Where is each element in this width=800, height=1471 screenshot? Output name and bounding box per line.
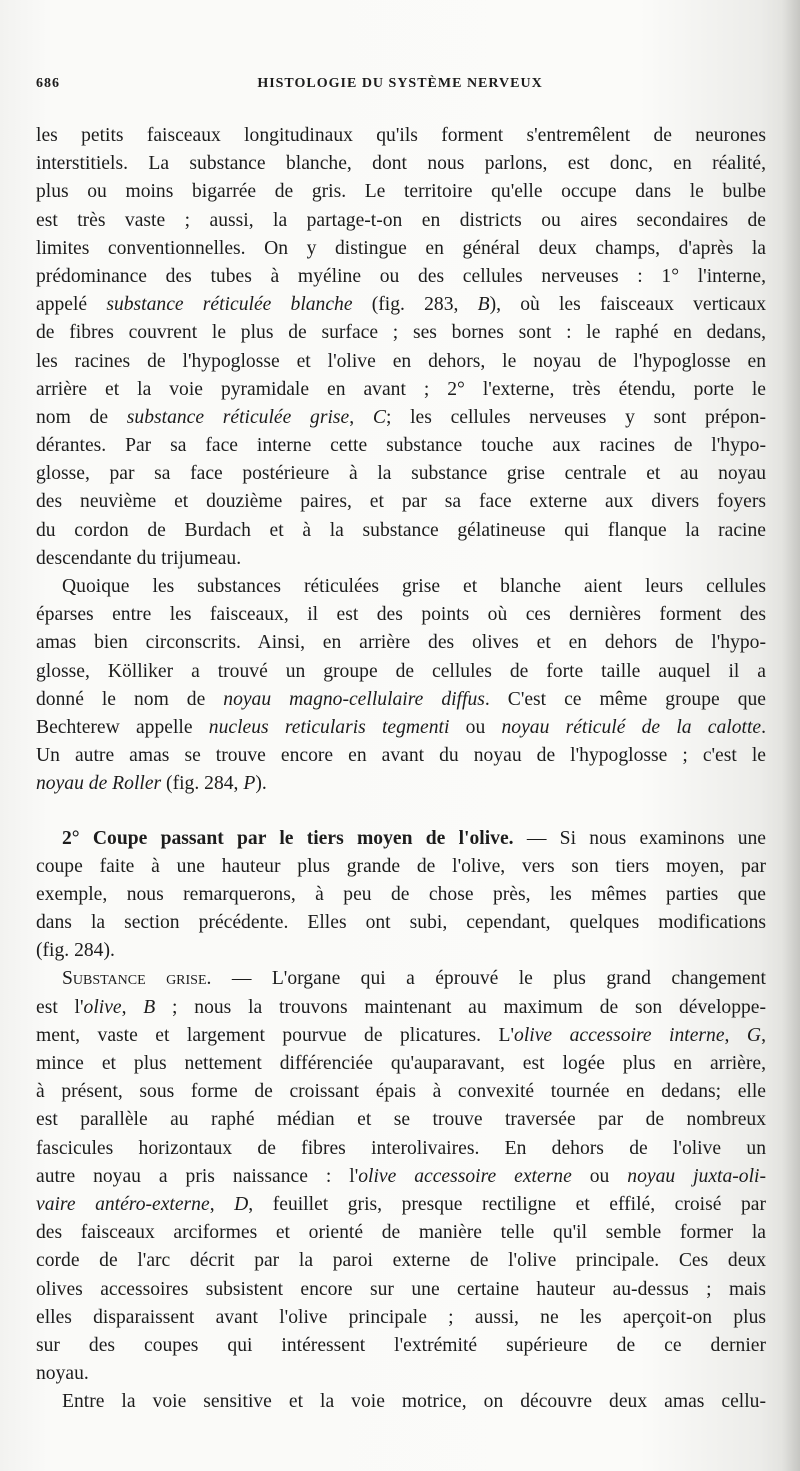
text-line: corde de l'arc décrit par la paroi externe de l'olive principale. Ces deux <box>36 1250 766 1272</box>
text-line: du cordon de Burdach et à la substance gélatineuse qui flanque la racine <box>36 519 766 541</box>
text-line: à présent, sous forme de croissant épais à convexité tournée en dedans; elle <box>36 1081 766 1103</box>
text-line: mince et plus nettement différenciée qu'auparavant, est logée plus en arrière, <box>36 1053 766 1074</box>
text-line: (fig. 284). <box>36 940 115 962</box>
running-title: HISTOLOGIE DU SYSTÈME NERVEUX <box>257 76 543 91</box>
text-line: les racines de l'hypoglosse et l'olive en dehors, le noyau de l'hypoglosse en <box>36 350 766 372</box>
text-line: Un autre amas se trouve encore en avant du noyau de l'hypoglosse ; c'est le <box>36 745 766 767</box>
subsection-heading-line: Substance grise. — L'organe qui a éprouvé le plus grand changement <box>62 968 766 990</box>
text-line: sur des coupes qui intéressent l'extrémité supérieure de ce dernier <box>36 1334 766 1356</box>
text-line: vaire antéro-externe, D, feuillet gris, presque rectiligne et effilé, croisé par <box>36 1193 766 1215</box>
text-line: coupe faite à une hauteur plus grande de l'olive, vers son tiers moyen, par <box>36 855 766 877</box>
text-line: interstitiels. La substance blanche, dont nous parlons, est donc, en réalité, <box>36 153 766 175</box>
text-line: fascicules horizontaux de fibres interolivaires. En dehors de l'olive un <box>36 1137 766 1159</box>
text-line: est l'olive, B ; nous la trouvons maintenant au maximum de son développe- <box>36 996 767 1018</box>
running-head <box>36 76 764 98</box>
text-line: noyau. <box>36 1363 89 1385</box>
text-line: arrière et la voie pyramidale en avant ; 2° l'externe, très étendu, porte le <box>36 378 766 400</box>
text-line: des faisceaux arciformes et orienté de manière telle qu'il semble former la <box>36 1222 766 1244</box>
text-line: donné le nom de noyau magno-cellulaire diffus. C'est ce même groupe que <box>36 688 766 710</box>
text-line: éparses entre les faisceaux, il est des points où ces dernières forment des <box>36 604 766 626</box>
text-line: olives accessoires subsistent encore sur une certaine hauteur au-dessus ; mais <box>36 1278 766 1300</box>
section-gap <box>36 799 766 825</box>
text-line: de fibres couvrent le plus de surface ; ses bornes sont : le raphé en dedans, <box>36 322 766 344</box>
text-line: dans la section précédente. Elles ont subi, cependant, quelques modifications <box>36 912 766 934</box>
text-line: glosse, par sa face postérieure à la substance grise centrale et au noyau <box>36 463 766 485</box>
text-line: ment, vaste et largement pourvue de plicatures. L'olive accessoire interne, G, <box>36 1024 766 1046</box>
text-line: est très vaste ; aussi, la partage-t-on en districts ou aires secondaires de <box>36 209 766 231</box>
section-heading-line: 2° Coupe passant par le tiers moyen de l'olive. — Si nous examinons une <box>62 827 767 849</box>
text-line: amas bien circonscrits. Ainsi, en arrière des olives et en dehors de l'hypo- <box>36 632 766 654</box>
text-line: est parallèle au raphé médian et se trouve traversée par de nombreux <box>36 1109 766 1131</box>
text-line: elles disparaissent avant l'olive principale ; aussi, ne les aperçoit-on plus <box>36 1306 766 1328</box>
page-number: 686 <box>36 76 60 91</box>
text-line: plus ou moins bigarrée de gris. Le territoire qu'elle occupe dans le bulbe <box>36 181 766 203</box>
body-text <box>36 122 766 1416</box>
text-line: Entre la voie sensitive et la voie motrice, on découvre deux amas cellu- <box>62 1391 766 1413</box>
page-edge-shadow <box>782 0 800 1471</box>
text-line: descendante du trijumeau. <box>36 547 242 569</box>
text-line: nom de substance réticulée grise, C; les cellules nerveuses y sont prépon- <box>36 406 766 428</box>
text-line: dérantes. Par sa face interne cette substance touche aux racines de l'hypo- <box>36 435 766 457</box>
text-line: glosse, Kölliker a trouvé un groupe de cellules de forte taille auquel il a <box>36 660 766 682</box>
text-line: exemple, nous remarquerons, à peu de chose près, les mêmes parties que <box>36 883 766 905</box>
text-line: prédominance des tubes à myéline ou des cellules nerveuses : 1° l'interne, <box>36 265 766 287</box>
text-line: limites conventionnelles. On y distingue en général deux champs, d'après la <box>36 237 766 259</box>
text-line: Bechterew appelle nucleus reticularis tegmenti ou noyau réticulé de la calotte. <box>36 716 767 738</box>
text-line: noyau de Roller (fig. 284, P). <box>36 773 267 795</box>
text-line: Quoique les substances réticulées grise et blanche aient leurs cellules <box>62 576 766 597</box>
text-line: autre noyau a pris naissance : l'olive accessoire externe ou noyau juxta-oli- <box>36 1165 767 1187</box>
text-line: des neuvième et douzième paires, et par sa face externe aux divers foyers <box>36 491 766 513</box>
text-line: les petits faisceaux longitudinaux qu'ils forment s'entremêlent de neurones <box>36 125 766 146</box>
text-line: appelé substance réticulée blanche (fig. 283, B), où les faisceaux verticaux <box>36 294 767 316</box>
